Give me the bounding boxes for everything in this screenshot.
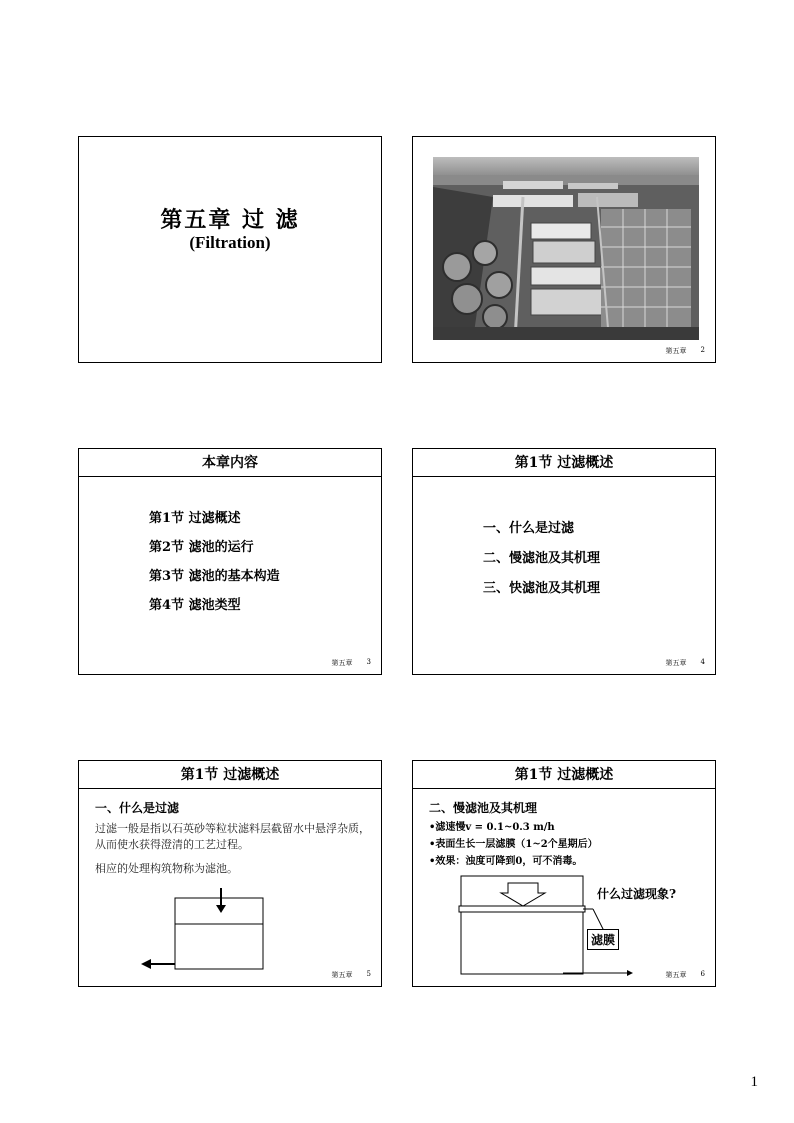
slide-header: 第1节 过滤概述 [79, 761, 381, 789]
slide-6 [412, 760, 716, 987]
slide-4 [412, 448, 716, 675]
membrane-label: 滤膜 [587, 929, 619, 950]
footer-chapter: 第五章 [331, 659, 353, 667]
footer-slide-number: 3 [366, 658, 371, 666]
fact-item: •效果：浊度可降到0，可不消毒。 [429, 856, 583, 867]
slide-footer [666, 346, 705, 356]
fact-item: •滤速慢v = 0.1~0.3 m/h [429, 822, 555, 833]
footer-chapter: 第五章 [665, 347, 687, 355]
footer-slide-number: 4 [700, 658, 705, 666]
filter-paragraph: 相应的处理构筑物称为滤池。 [95, 862, 238, 875]
fact-item: •表面生长一层滤膜（1~2个星期后） [429, 839, 598, 850]
inflow-arrow-head [216, 905, 226, 913]
slide-3 [78, 448, 382, 675]
footer-chapter: 第五章 [331, 971, 353, 979]
question-text: 什么过滤现象? [597, 887, 677, 901]
outflow-arrow-head [141, 959, 151, 969]
topic-item: 三、快滤池及其机理 [483, 581, 601, 596]
section-topics-list [483, 517, 600, 607]
chapter-subtitle: (Filtration) [189, 233, 271, 252]
footer-slide-number: 2 [700, 346, 705, 354]
page-number: 1 [750, 1074, 758, 1090]
footer-slide-number: 6 [700, 970, 705, 978]
slide-2 [412, 136, 716, 363]
outflow-arrow-head [627, 970, 633, 976]
slide-footer [666, 658, 705, 668]
contents-item: 第4节 滤池类型 [149, 598, 241, 613]
contents-item: 第3节 滤池的基本构造 [149, 569, 280, 584]
slide-footer [332, 970, 371, 980]
definition-paragraph: 过滤一般是指以石英砂等粒状滤料层截留水中悬浮杂质，从而使水获得澄清的工艺过程。 [95, 822, 370, 851]
subheading: 一、什么是过滤 [95, 801, 180, 815]
chapter-contents-list [149, 507, 280, 623]
aerial-photo-illustration [433, 157, 699, 340]
footer-chapter: 第五章 [665, 659, 687, 667]
slide-5 [78, 760, 382, 987]
slide-1 [78, 136, 382, 363]
chapter-title: 第五章 过 滤 [160, 207, 300, 233]
slide-header: 本章内容 [79, 449, 381, 477]
slide-header: 第1节 过滤概述 [413, 449, 715, 477]
down-arrow-icon [501, 883, 545, 906]
filter-tank-diagram [79, 761, 383, 988]
footer-slide-number: 5 [366, 970, 371, 978]
footer-chapter: 第五章 [665, 971, 687, 979]
contents-item: 第2节 滤池的运行 [149, 540, 254, 555]
subheading: 二、慢滤池及其机理 [429, 801, 538, 815]
slow-filter-diagram [413, 761, 717, 988]
filter-membrane-band [459, 906, 585, 912]
topic-item: 一、什么是过滤 [483, 521, 575, 536]
contents-item: 第1节 过滤概述 [149, 511, 241, 526]
slide-footer [666, 970, 705, 980]
water-plant-aerial-photo [433, 157, 699, 340]
topic-item: 二、慢滤池及其机理 [483, 551, 601, 566]
slide-header: 第1节 过滤概述 [413, 761, 715, 789]
slide-footer [332, 658, 371, 668]
